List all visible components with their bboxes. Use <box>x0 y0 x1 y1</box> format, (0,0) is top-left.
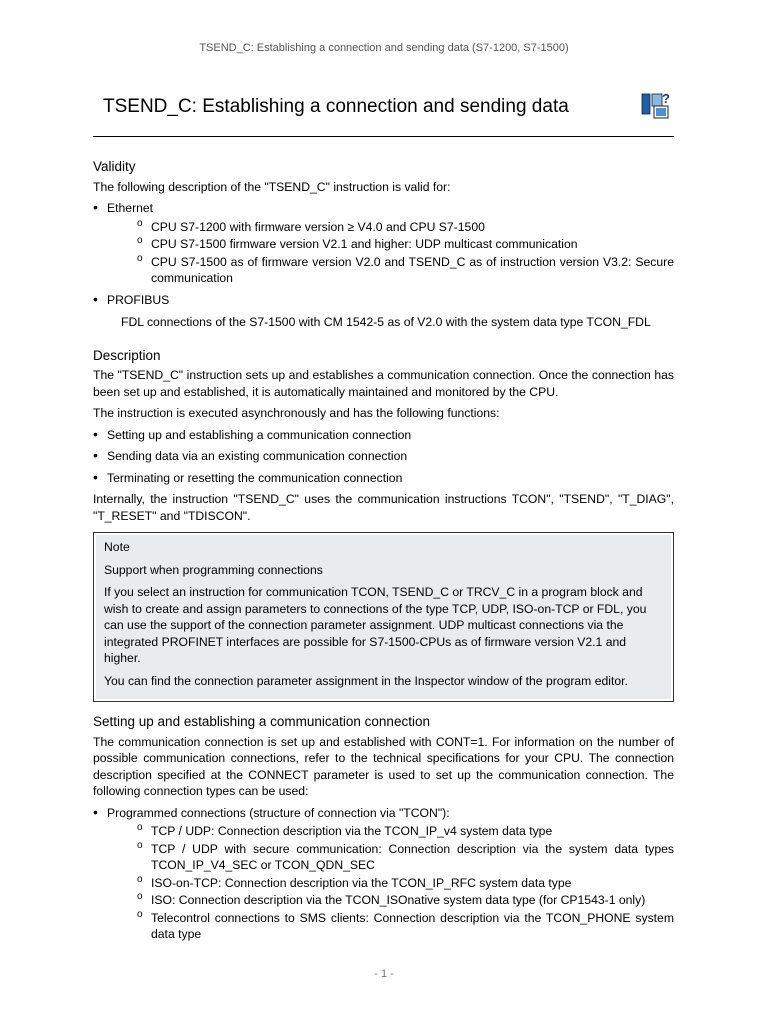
list-item <box>93 200 674 287</box>
note-subtitle: Support when programming connections <box>104 562 323 577</box>
list-item: o ISO: Connection description via the TCON_ISOnative system data type (for CP1543-1 only) <box>137 892 674 909</box>
list-item <box>93 292 674 331</box>
profibus-label: PROFIBUS <box>107 292 170 307</box>
note-body: If you select an instruction for communication TCON, TSEND_C or TRCV_C in a program block and wish to create and assign parameters to connections of the type TCP, UDP, ISO-on-TCP or FDL, you can use the support of the connection parameter assignment. UDP multicast connections via the integrated PROFINET interfaces are possible for S7-1500-CPUs as of firmware version V2.1 and higher. <box>104 585 647 665</box>
description-para: The "TSEND_C" instruction sets up and establishes a communication connection. Once the connection has been set up and established, it is automatically maintained and monitored by the CPU. <box>93 368 674 399</box>
validity-list <box>93 200 674 331</box>
connection-types-list <box>93 805 674 943</box>
page-title: TSEND_C: Establishing a connection and sending data <box>103 96 569 117</box>
list-item: o ISO-on-TCP: Connection description via the TCON_IP_RFC system data type <box>137 875 674 892</box>
document-body <box>93 157 674 948</box>
list-item: o Telecontrol connections to SMS clients: Connection description via the TCON_PHONE system data type <box>137 910 674 943</box>
note-box <box>93 532 674 702</box>
profibus-text: FDL connections of the S7-1500 with CM 1542-5 as of V2.0 with the system data type TCON_FDL <box>121 315 651 329</box>
ethernet-label: Ethernet <box>107 201 154 215</box>
note-label: Note <box>104 540 130 554</box>
setup-para: The communication connection is set up and established with CONT=1. For information on the number of possible communication connections, refer to the technical specifications for your CPU. The connection description specified at the CONNECT parameter is used to set up the communication connection. The following connection types can be used: <box>93 734 674 798</box>
list-item: • Sending data via an existing communication connection <box>93 448 674 465</box>
list-item: • Setting up and establishing a communication connection <box>93 427 674 444</box>
ethernet-sublist <box>137 219 674 287</box>
description-heading: Description <box>93 347 161 363</box>
svg-text:?: ? <box>662 91 670 106</box>
list-item: o TCP / UDP with secure communication: Connection description via the system data types TCON_IP_V4_SEC or TCON_QDN_SEC <box>137 841 674 874</box>
help-topic-icon[interactable] <box>640 90 672 120</box>
validity-heading: Validity <box>93 159 136 174</box>
list-item: o CPU S7-1500 as of firmware version V2.0 and TSEND_C as of instruction version V3.2: Secure communication <box>137 254 674 287</box>
description-para: The instruction is executed asynchronously and has the following functions: <box>93 406 500 420</box>
programmed-sublist <box>137 823 674 943</box>
list-item <box>93 805 674 943</box>
list-item: o CPU S7-1200 with firmware version ≥ V4.0 and CPU S7-1500 <box>137 219 674 236</box>
description-para: Internally, the instruction "TSEND_C" uses the communication instructions TCON", "TSEND", "T_DIAG", "T_RESET" and "TDISCON". <box>93 492 674 523</box>
title-row <box>93 88 674 137</box>
running-header: TSEND_C: Establishing a connection and sending data (S7-1200, S7-1500) <box>199 42 569 54</box>
list-item: o TCP / UDP: Connection description via the TCON_IP_v4 system data type <box>137 823 674 840</box>
setup-heading: Setting up and establishing a communication connection <box>93 714 430 729</box>
functions-list <box>93 427 674 487</box>
list-item: o CPU S7-1500 firmware version V2.1 and higher: UDP multicast communication <box>137 236 674 253</box>
validity-intro: The following description of the "TSEND_C" instruction is valid for: <box>93 179 451 194</box>
note-footer: You can find the connection parameter assignment in the Inspector window of the program editor. <box>104 673 628 688</box>
list-item: • Terminating or resetting the communication connection <box>93 470 674 487</box>
programmed-label: Programmed connections (structure of connection via "TCON"): <box>107 805 450 820</box>
page-number: - 1 - <box>374 968 394 980</box>
